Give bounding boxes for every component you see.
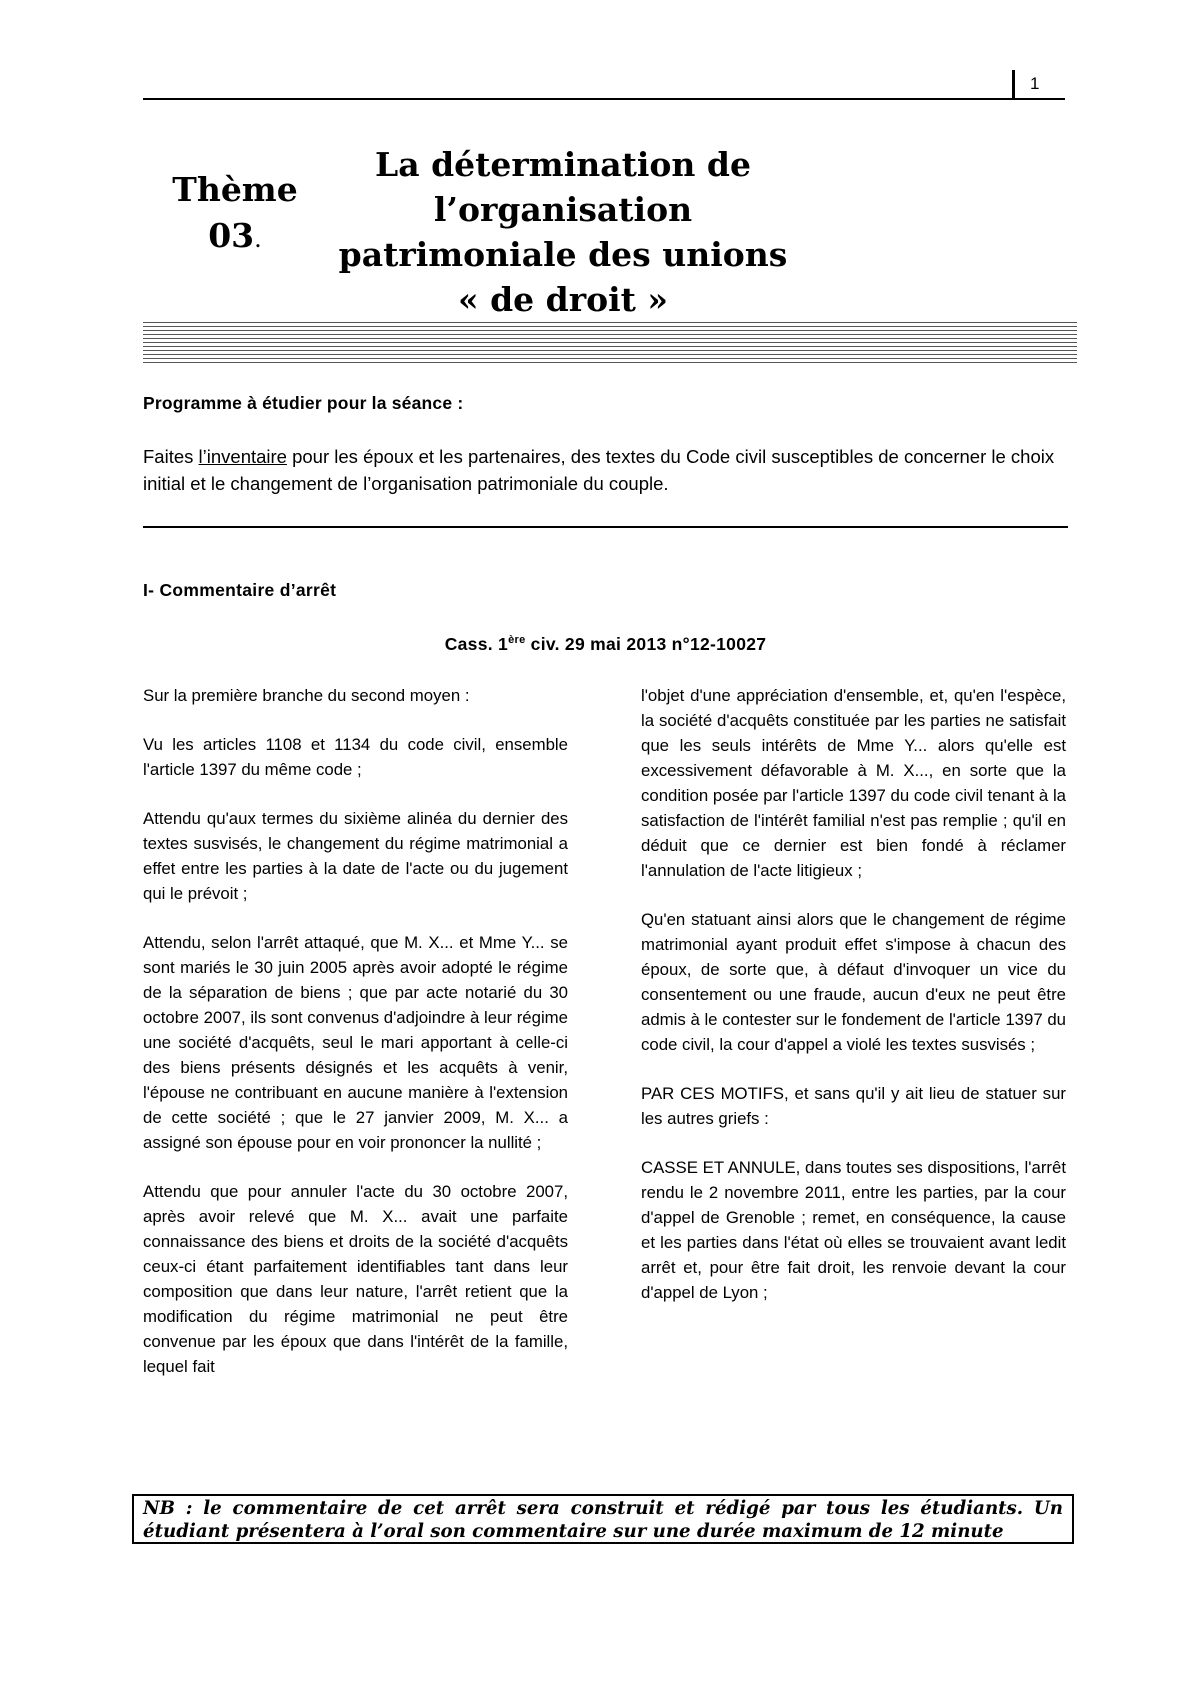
decision-paragraph: CASSE ET ANNULE, dans toutes ses dispositions, l'arrêt rendu le 2 novembre 2011, entre les parties, par la cour d'appel de Grenoble ; remet, en conséquence, la cause et les parties dans l'état où elles se trouvaient avant ledit arrêt et, pour être fait droit, les renvoie devant la cour d'appel de Lyon ; bbox=[641, 1158, 1066, 1302]
page-number: 1 bbox=[1030, 74, 1040, 93]
header-rule bbox=[143, 98, 1065, 100]
decision-paragraph: Attendu que pour annuler l'acte du 30 octobre 2007, après avoir relevé que M. X... avait une parfaite connaissance des biens et droits de la société d'acquêts ceux-ci étant parfaitement identifiables tant dans leur composition que dans leur nature, l'arrêt retient que la modification du régime matrimonial ne peut être convenue par les époux que dans l'intérêt de la famille, lequel fait bbox=[143, 1182, 568, 1376]
decision-paragraph: l'objet d'une appréciation d'ensemble, et, qu'en l'espèce, la société d'acquêts constituée par les parties ne satisfait que les seuls intérêts de Mme Y... alors qu'elle est excessivement défavorable à M. X..., en sorte que la condition posée par l'article 1397 du code civil tenant à la satisfaction de l'intérêt familial n'est pas remplie ; qu'il en déduit que ce dernier est bien fondé à réclamer l'annulation de l'acte litigieux ; bbox=[641, 686, 1066, 880]
decision-paragraph: Qu'en statuant ainsi alors que le changement de régime matrimonial ayant produit effet s'impose à chacun des époux, de sorte que, à défaut d'invoquer un vice du consentement ou une fraude, aucun d'eux ne peut être admis à le contester sur le fondement de l'article 1397 du code civil, la cour d'appel a violé les textes susvisés ; bbox=[641, 910, 1066, 1054]
title-line: patrimoniale des unions bbox=[338, 235, 788, 274]
decision-column-left bbox=[143, 683, 568, 1403]
section-rule bbox=[143, 526, 1068, 528]
title-line: La détermination de bbox=[375, 145, 751, 184]
decision-paragraph: Attendu, selon l'arrêt attaqué, que M. X... et Mme Y... se sont mariés le 30 juin 2005 après avoir adopté le régime de la séparation de biens ; que par acte notarié du 30 octobre 2007, ils sont convenus d'adjoindre à leur régime une société d'acquêts, seul le mari apportant à celle-ci des biens présents désignés et les acquêts à venir, l'épouse ne contribuant en aucune manière à l'extension de cette société ; que le 27 janvier 2009, M. X... a assigné son épouse pour en voir prononcer la nullité ; bbox=[143, 933, 568, 1152]
program-title: Programme à étudier pour la séance : bbox=[143, 393, 464, 413]
nb-text: NB : le commentaire de cet arrêt sera construit et rédigé par tous les étudiants. Un étudiant présentera à l’oral son commentaire sur une durée maximum de 12 minute bbox=[143, 1498, 1063, 1542]
program-body-end: pour les époux et les partenaires, des textes du Code civil susceptibles de concerner le choix initial et le changement de l’organisation patrimoniale du couple. bbox=[143, 446, 1055, 494]
case-suffix: civ. 29 mai 2013 n°12-10027 bbox=[525, 634, 767, 654]
theme-label-dot: . bbox=[254, 225, 262, 253]
decorative-stripes bbox=[143, 322, 1077, 366]
decision-paragraph: Vu les articles 1108 et 1134 du code civil, ensemble l'article 1397 du même code ; bbox=[143, 735, 568, 779]
nb-box bbox=[132, 1494, 1074, 1544]
case-superscript: ère bbox=[508, 634, 526, 647]
title-line: l’organisation bbox=[433, 190, 693, 229]
decision-paragraph: Sur la première branche du second moyen : bbox=[143, 686, 470, 705]
program-body bbox=[143, 443, 1073, 497]
theme-label-text: Thème 03 bbox=[172, 170, 298, 255]
document-title bbox=[318, 142, 808, 322]
program-body-underlined: l’inventaire bbox=[198, 446, 287, 467]
program-body-start: Faites bbox=[143, 446, 199, 467]
case-reference bbox=[143, 634, 1068, 655]
decision-paragraph: PAR CES MOTIFS, et sans qu'il y ait lieu de statuer sur les autres griefs : bbox=[641, 1084, 1066, 1128]
title-line: « de droit » bbox=[457, 280, 669, 319]
page-number-separator bbox=[1012, 70, 1015, 100]
decision-column-right bbox=[641, 683, 1066, 1329]
decision-paragraph: Attendu qu'aux termes du sixième alinéa du dernier des textes susvisés, le changement du régime matrimonial a effet entre les parties à la date de l'acte ou du jugement qui le prévoit ; bbox=[143, 809, 568, 903]
case-prefix: Cass. 1 bbox=[444, 634, 509, 654]
section-title: I- Commentaire d’arrêt bbox=[143, 580, 337, 600]
theme-label bbox=[160, 167, 310, 262]
